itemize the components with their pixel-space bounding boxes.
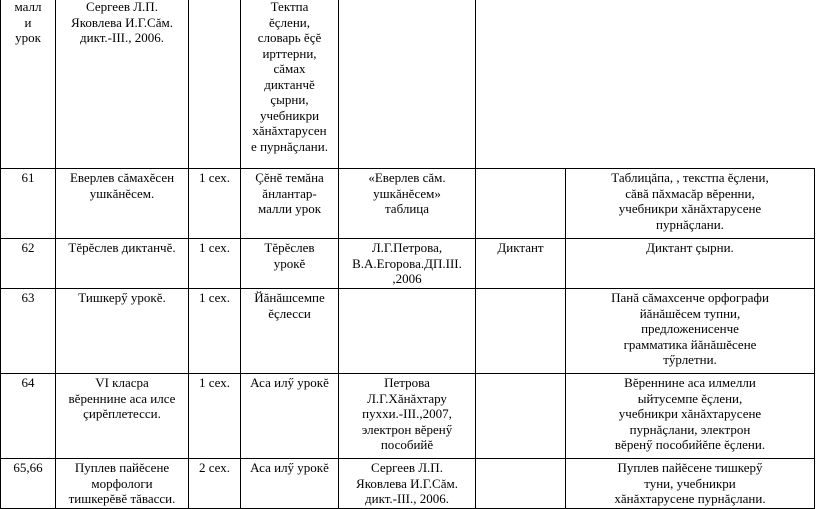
table-row <box>1 169 815 239</box>
lesson-number: 61 <box>21 170 35 185</box>
lesson-topic-cell <box>56 459 189 509</box>
lesson-materials: Л.Г.Петрова, В.А.Егорова.ДП.III. ,2006 <box>352 240 462 286</box>
lesson-control-cell <box>476 289 566 374</box>
lesson-hours-cell <box>189 0 241 169</box>
lesson-activity: Диктант çырни. <box>646 240 734 255</box>
lesson-hours-cell <box>189 169 241 239</box>
lesson-type: Çĕнĕ темăна ăнлантар- малли урок <box>255 170 324 216</box>
lesson-topic: VI класра вĕреннине аса илсе çирĕплетесси. <box>68 375 176 421</box>
lesson-hours: 1 сех. <box>198 170 231 185</box>
lesson-control-cell <box>476 239 566 289</box>
lesson-control-cell <box>476 0 566 169</box>
table-row <box>1 239 815 289</box>
lesson-hours-cell <box>189 459 241 509</box>
lesson-number-cell <box>1 289 56 374</box>
lesson-materials-cell <box>339 239 476 289</box>
lesson-activity-cell <box>566 169 815 239</box>
lesson-type-cell <box>241 0 339 169</box>
lesson-number: 65,66 <box>13 460 43 475</box>
lesson-topic: Тишкерӳ урокĕ. <box>78 290 166 305</box>
table-row <box>1 0 815 169</box>
lesson-topic: Тĕрĕслев диктанчĕ. <box>68 240 176 255</box>
lesson-materials-cell <box>339 289 476 374</box>
table-row <box>1 459 815 509</box>
lesson-materials: «Еверлев сăм. ушкăнĕсем» таблица <box>368 170 446 216</box>
lesson-plan-body <box>1 0 815 509</box>
lesson-topic: Пуплев пайĕсене морфологи тишкерĕвĕ тăвасси. <box>68 460 176 506</box>
lesson-control-cell <box>476 169 566 239</box>
lesson-type-cell <box>241 239 339 289</box>
lesson-type-cell <box>241 374 339 459</box>
table-row <box>1 289 815 374</box>
lesson-activity-cell <box>566 0 815 169</box>
lesson-activity: Пуплев пайĕсене тишкерӳ туни, учебникри хăнăхтарусене пурнăçлани. <box>614 460 766 506</box>
lesson-hours: 1 сех. <box>198 290 231 305</box>
lesson-materials: Петрова Л.Г.Хăнăхтару пуххи.-III.,2007, электрон вĕренӳ пособийĕ <box>361 375 453 452</box>
lesson-hours-cell <box>189 239 241 289</box>
lesson-topic-cell <box>56 239 189 289</box>
lesson-topic-cell <box>56 289 189 374</box>
lesson-topic: Сергеев Л.П. Яковлева И.Г.Сăм. дикт.-III., 2006. <box>71 0 173 45</box>
lesson-activity-cell <box>566 459 815 509</box>
lesson-topic-cell <box>56 0 189 169</box>
lesson-number: 63 <box>21 290 35 305</box>
lesson-number: 62 <box>21 240 35 255</box>
lesson-hours-cell <box>189 289 241 374</box>
lesson-topic-cell <box>56 374 189 459</box>
lesson-materials-cell <box>339 374 476 459</box>
lesson-number-cell <box>1 0 56 169</box>
lesson-hours-cell <box>189 374 241 459</box>
lesson-type: Тĕрĕслев урокĕ <box>264 240 315 271</box>
table-row <box>1 374 815 459</box>
lesson-topic: Еверлев сăмахĕсен ушкăнĕсем. <box>69 170 175 201</box>
lesson-hours: 1 сех. <box>198 375 231 390</box>
lesson-control-cell <box>476 374 566 459</box>
lesson-hours: 1 сех. <box>198 240 231 255</box>
lesson-activity-cell <box>566 239 815 289</box>
lesson-topic-cell <box>56 169 189 239</box>
lesson-control-cell <box>476 459 566 509</box>
lesson-number-cell <box>1 374 56 459</box>
lesson-materials-cell <box>339 459 476 509</box>
lesson-type: Аса илӳ урокĕ <box>250 375 329 390</box>
lesson-materials: Сергеев Л.П. Яковлева И.Г.Сăм. дикт.-III., 2006. <box>356 460 458 506</box>
lesson-control: Диктант <box>497 240 544 255</box>
lesson-number-cell <box>1 459 56 509</box>
lesson-type: Аса илӳ урокĕ <box>250 460 329 475</box>
lesson-type-cell <box>241 459 339 509</box>
lesson-type: Йăнăшсемпе ĕçлесси <box>254 290 325 321</box>
lesson-activity: Панă сăмахсенче орфографи йăнăшĕсем тупни, предложенисенче грамматика йăнăшĕсене тӳрлетни. <box>611 290 769 367</box>
lesson-activity: Вĕреннине аса илмелли ыйтусемпе ĕçлени, учебникри хăнăхтарусене пурнăçлани, электрон вĕренӳ пособийĕпе ĕçлени. <box>614 375 766 452</box>
lesson-activity-cell <box>566 289 815 374</box>
lesson-number-cell <box>1 239 56 289</box>
lesson-activity: Таблицăпа, , текстпа ĕçлени, сăвă пăхмасăр вĕренни, учебникри хăнăхтарусене пурнăçлани. <box>611 170 769 232</box>
lesson-number: малл и урок <box>14 0 42 45</box>
lesson-materials-cell <box>339 0 476 169</box>
lesson-type-cell <box>241 169 339 239</box>
lesson-number-cell <box>1 169 56 239</box>
lesson-activity-cell <box>566 374 815 459</box>
lesson-materials-cell <box>339 169 476 239</box>
lesson-number: 64 <box>21 375 35 390</box>
lesson-type: Тектпа ĕçлени, словарь ĕçĕ ирттерни, сăмах диктанчĕ çырни, учебникри хăнăхтарусен е пурнăçлани. <box>251 0 328 154</box>
lesson-type-cell <box>241 289 339 374</box>
lesson-hours: 2 сех. <box>198 460 231 475</box>
